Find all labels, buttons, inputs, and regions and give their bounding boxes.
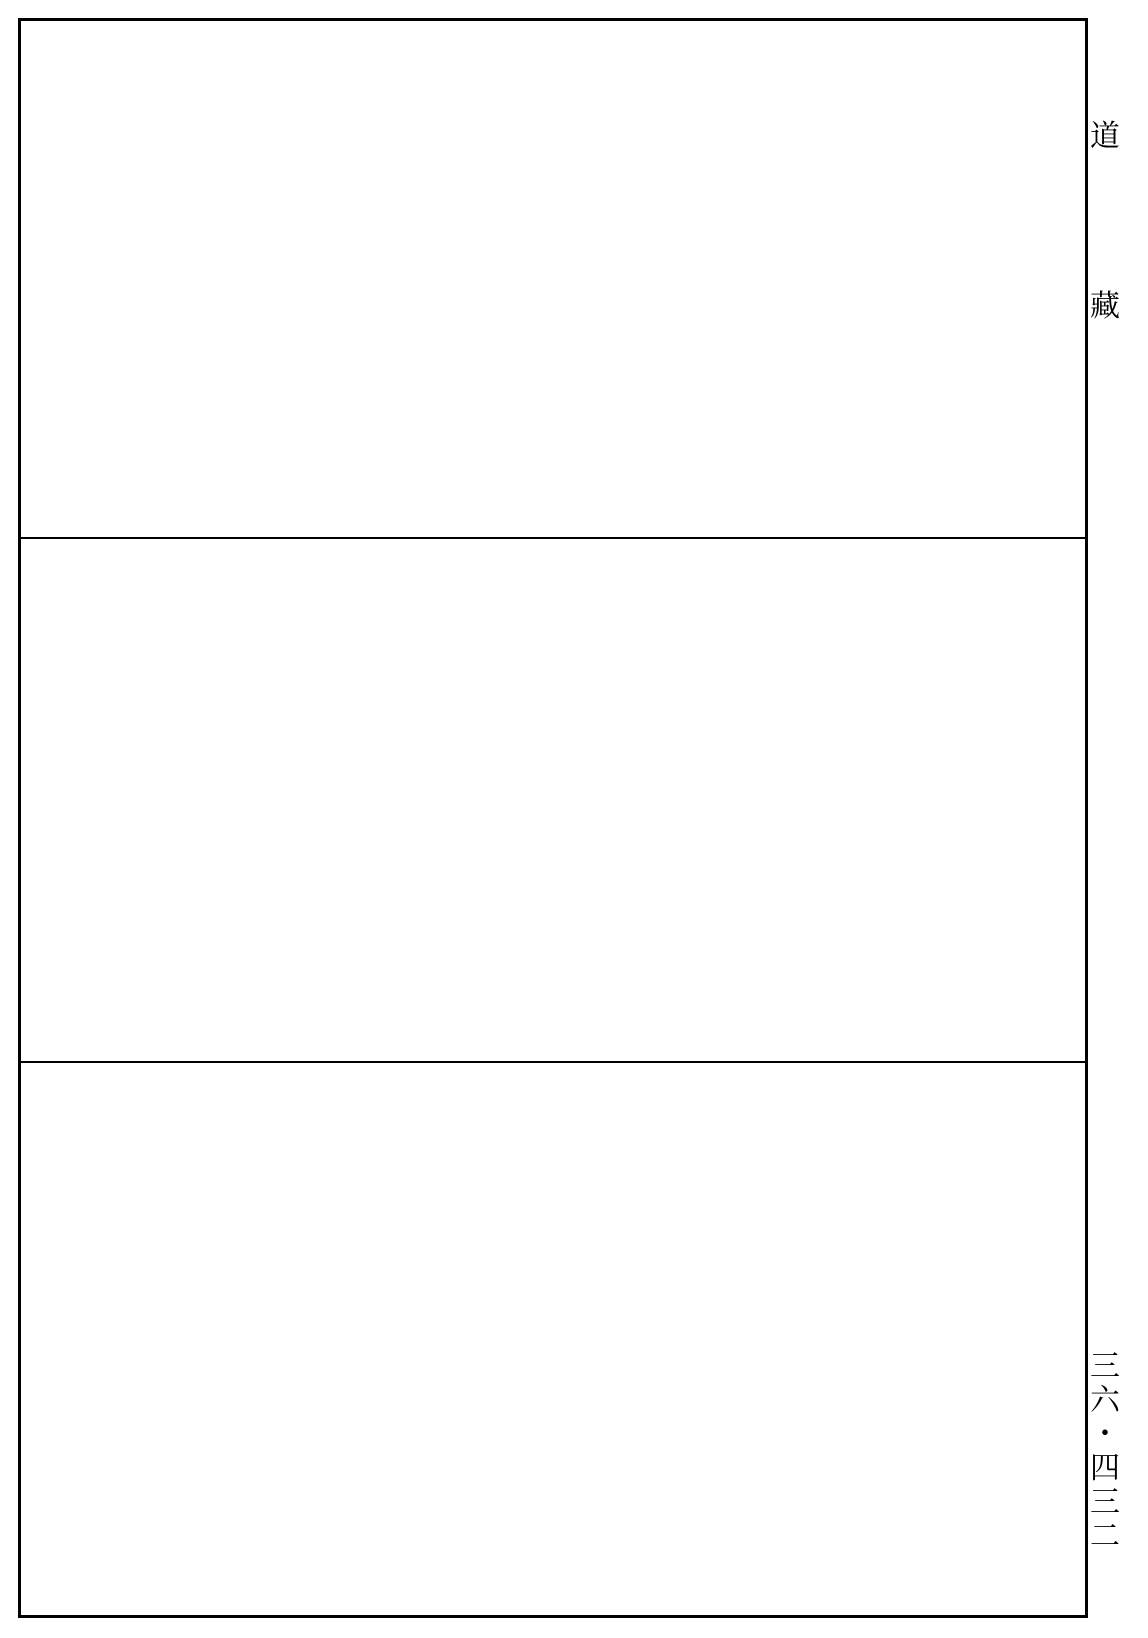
divider bbox=[21, 537, 1085, 539]
page-frame bbox=[18, 18, 1088, 1618]
text-band-top bbox=[21, 21, 1085, 535]
divider bbox=[21, 1061, 1085, 1063]
margin-page-number: 三 六 ・ 四 三 二 bbox=[1090, 1349, 1120, 1554]
margin-title: 道 藏 bbox=[1090, 119, 1120, 324]
text-band-bottom bbox=[21, 1065, 1085, 1615]
text-band-middle bbox=[21, 541, 1085, 1059]
